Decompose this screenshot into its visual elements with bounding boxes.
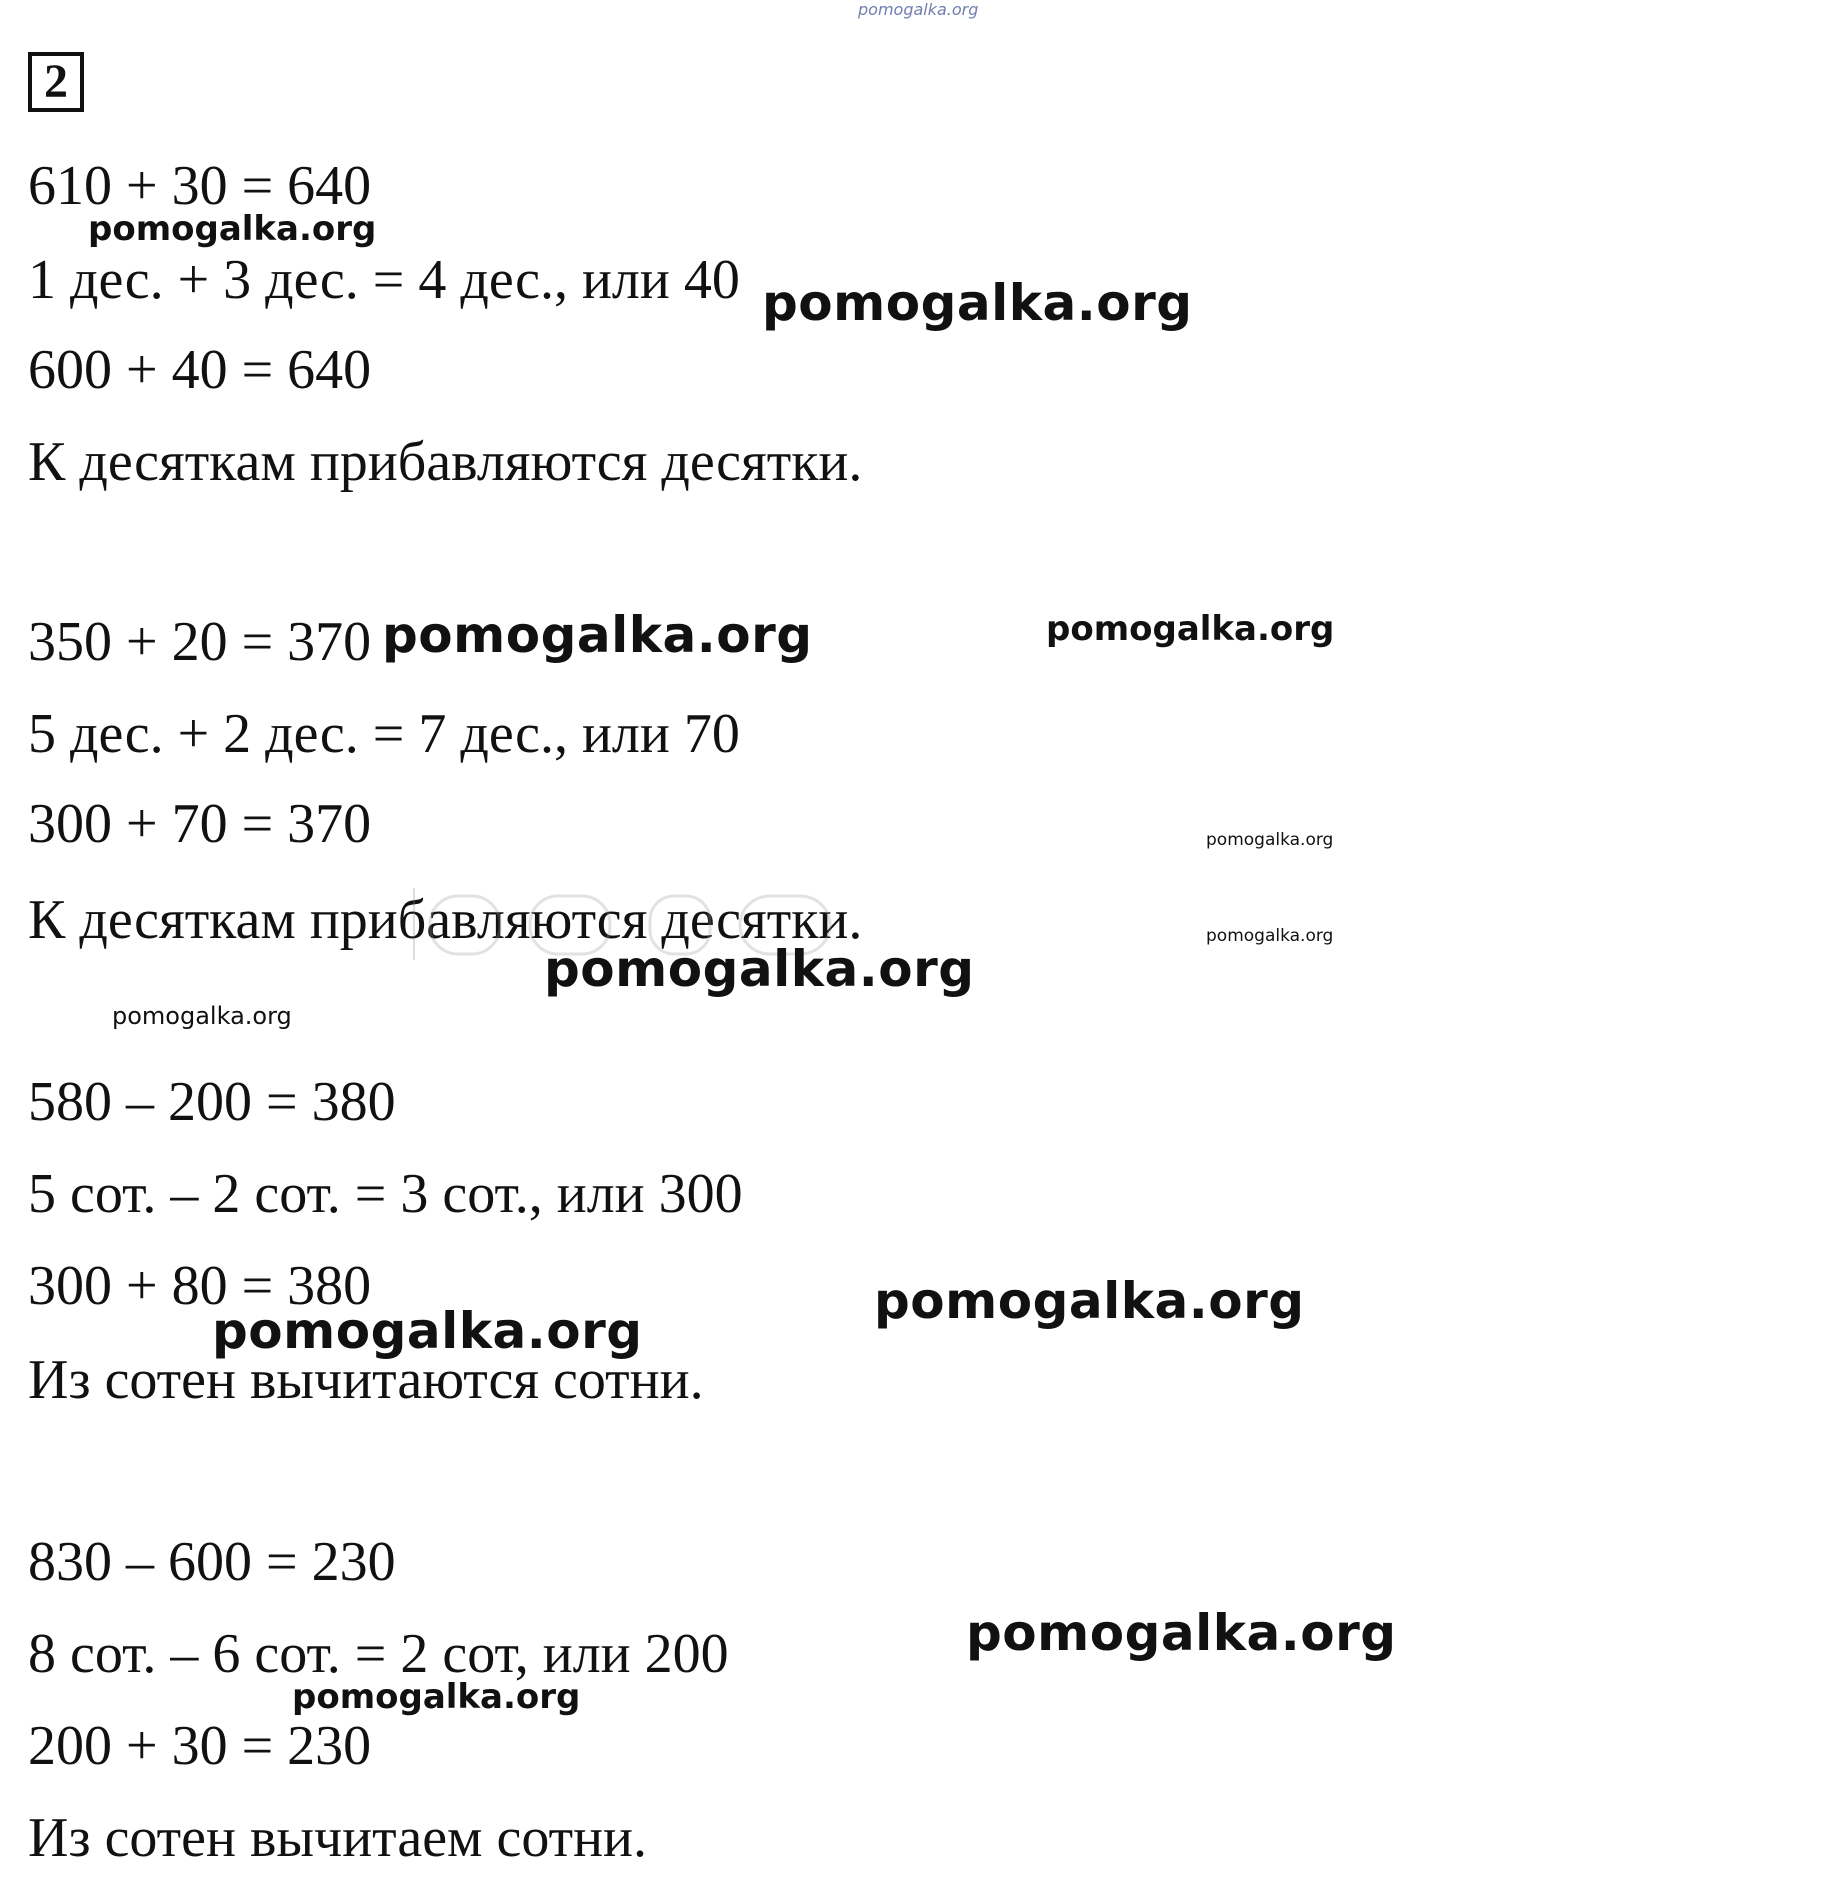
equation-line: 200 + 30 = 230 [28,1715,372,1777]
explanation-line: 5 дес. + 2 дес. = 7 дес., или 70 [28,703,740,765]
equation-line: 830 – 600 = 230 [28,1531,396,1593]
explanation-line: 5 сот. – 2 сот. = 3 сот., или 300 [28,1163,743,1225]
equation-line: 300 + 80 = 380 [28,1255,372,1317]
watermark: pomogalka.org [382,606,813,664]
watermark: pomogalka.org [966,1604,1397,1662]
task-number-box: 2 [28,52,84,112]
watermark: pomogalka.org [1046,609,1335,649]
rule-text: К десяткам прибавляются десятки. [28,431,863,493]
equation-line: 610 + 30 = 640 [28,155,372,217]
watermark: pomogalka.org [874,1272,1305,1330]
rule-text: Из сотен вычитаются сотни. [28,1349,704,1411]
watermark: pomogalka.org [762,274,1193,332]
equation-line: 600 + 40 = 640 [28,339,372,401]
watermark: pomogalka.org [1206,830,1334,850]
watermark: pomogalka.org [112,1002,292,1030]
rule-text: Из сотен вычитаем сотни. [28,1807,648,1869]
watermark: pomogalka.org [1206,926,1334,946]
watermark: pomogalka.org [292,1677,581,1717]
equation-line: 580 – 200 = 380 [28,1071,396,1133]
watermark: pomogalka.org [544,940,975,998]
explanation-line: 1 дес. + 3 дес. = 4 дес., или 40 [28,249,740,311]
watermark-top: pomogalka.org [858,0,979,19]
equation-line: 350 + 20 = 370 [28,611,372,673]
equation-line: 300 + 70 = 370 [28,793,372,855]
watermark: pomogalka.org [212,1302,643,1360]
watermark: pomogalka.org [88,209,377,249]
explanation-line: 8 сот. – 6 сот. = 2 сот, или 200 [28,1623,729,1685]
rule-text: К десяткам прибавляются десятки. [28,889,863,951]
